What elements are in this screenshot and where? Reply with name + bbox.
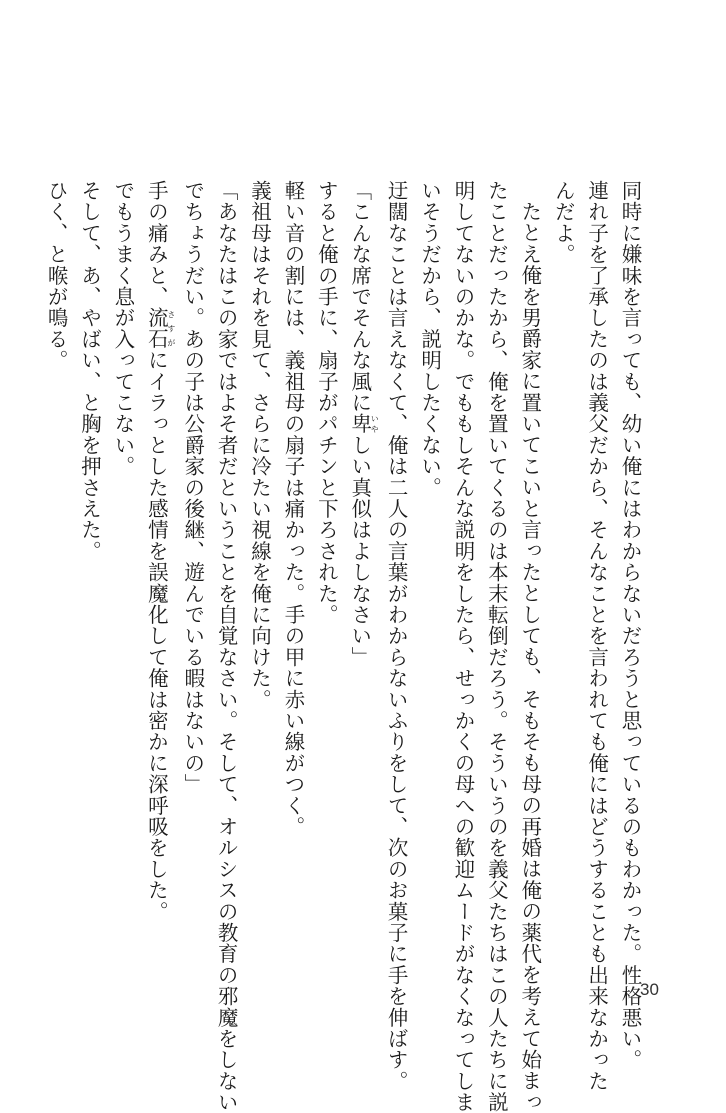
ruby-base: 卑 xyxy=(347,413,372,435)
text-line: 義祖母はそれを見て、さらに冷たい視線を俺に向けた。 xyxy=(247,180,272,710)
text-line: すると俺の手に、扇子がパチンと下ろされた。 xyxy=(314,180,339,626)
ruby-reading: さすが xyxy=(166,307,176,350)
text-line: んだよ。 xyxy=(551,180,576,265)
line-text-before: 手の痛みと、 xyxy=(144,180,169,308)
text-line-with-ruby xyxy=(139,180,175,940)
text-line: 明してないのかな。でももしそんな説明をしたら、せっかくの母への歓迎ムードがなくなってしま xyxy=(450,180,475,1113)
text-line: ひく、と喉が鳴る。 xyxy=(44,180,69,371)
text-line: 軽い音の割には、義祖母の扇子は痛かった。手の甲に赤い線がつく。 xyxy=(280,180,305,838)
text-line: 迂闊なことは言えなくて、俺は二人の言葉がわからないふりをして、次のお菓子に手を伸ばす。 xyxy=(384,180,409,1092)
text-line: 「あなたはこの家ではよそ者だということを自覚なさい。そして、オルシスの教育の邪魔をしない xyxy=(214,180,239,1113)
ruby-word xyxy=(144,307,176,350)
line-text-after: しい真似はよしなさい」 xyxy=(347,434,372,668)
ruby-reading: いや xyxy=(370,413,380,435)
page-number: 30 xyxy=(640,980,659,999)
text-line: でもうまく息が入ってこない。 xyxy=(110,180,135,477)
text-line: たことだったから、俺を置いてくるのは本末転倒だろう。そういうのを義父たちはこの人たちに説 xyxy=(484,180,509,1113)
ruby-word xyxy=(347,413,380,435)
line-text-after: にイラっとした感情を誤魔化して俺は密かに深呼吸をした。 xyxy=(144,349,169,923)
text-line: いそうだから、説明したくない。 xyxy=(417,180,442,498)
line-text-before: 「こんな席でそんな風に xyxy=(347,180,372,414)
ruby-base: 流石 xyxy=(144,307,169,350)
text-line: でちょうだい。あの子は公爵家の後継、遊んでいる暇はないの」 xyxy=(180,180,205,795)
text-line: 同時に嫌味を言っても、幼い俺にはわからないだろうと思っているのもわかった。性格悪い。 xyxy=(618,180,642,1071)
text-line-with-ruby xyxy=(342,180,378,940)
text-line: 連れ子を了承したのは義父だから、そんなことを言われても俺にはどうすることも出来なかった xyxy=(584,180,609,1092)
text-line: そして、あ、やばい、と胸を押さえた。 xyxy=(77,180,102,562)
text-line: たとえ俺を男爵家に置いてこいと言ったとしても、そもそも母の再婚は俺の薬代を考えて始まっ xyxy=(517,200,542,1113)
vertical-text-body xyxy=(39,180,646,1113)
